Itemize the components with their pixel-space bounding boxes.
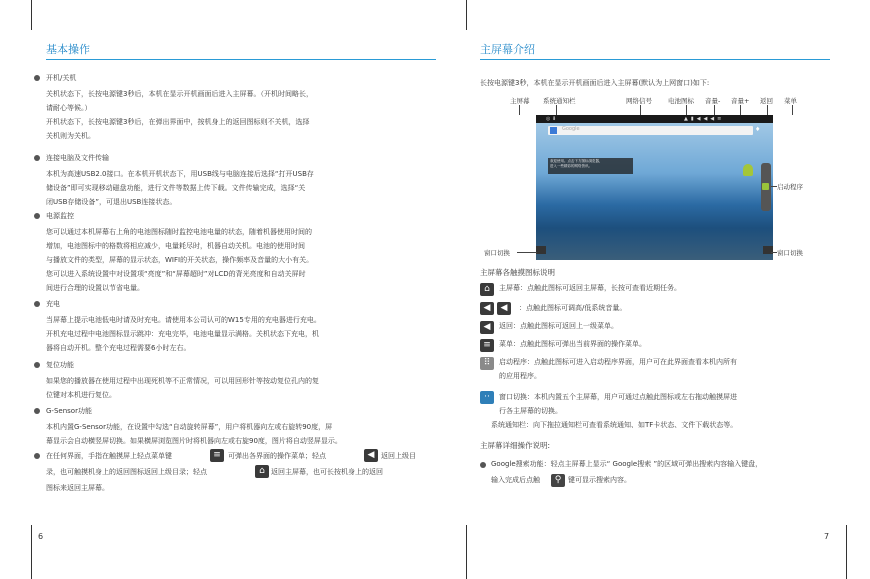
launcher-desc: 启动程序：点触此图标可进入启动程序界面，用户可在此界面查看本机内所有: [499, 358, 737, 366]
section-text: 本机内置G-Sensor功能，在设置中勾选“自动旋转屏幕”，用户将机器向左或右旋转90度，屏: [46, 423, 333, 431]
frame-line: [31, 525, 32, 579]
volume-up-icon: ◀: [497, 302, 511, 315]
section-text: 间进行合理的设置以节省电量。: [46, 284, 144, 292]
home-icon: ⌂: [480, 283, 494, 296]
home-screen-screenshot: [536, 115, 773, 260]
search-icon[interactable]: [550, 127, 557, 134]
section-text: 器将自动开机。整个充电过程需要6小时左右。: [46, 344, 191, 352]
search-input[interactable]: Google: [562, 126, 580, 132]
google-desc-2b: 键可显示搜索内容。: [568, 476, 631, 484]
back-icon: ◀: [480, 321, 494, 334]
section-text: 您可以通过本机屏幕右上角的电池图标随时监控电池电量的状态，随着机器使用时间的: [46, 228, 312, 236]
bullet-icon: [480, 462, 486, 468]
callout-vol-up: 音量+: [731, 97, 750, 105]
callout-vol-down: 音量-: [705, 97, 721, 105]
back-icon: ◀: [364, 449, 378, 462]
page-number: 6: [38, 532, 44, 541]
bullet-icon: [34, 408, 40, 414]
launcher-desc-2: 的应用程序。: [499, 372, 541, 380]
callout-home: 主屏幕: [510, 97, 530, 105]
bullet-icon: [34, 453, 40, 459]
tip-text: 在任何界面，手指在触摸屏上轻点菜单键: [46, 452, 172, 460]
widget-notice: 欢迎使用。点击下方图标浏览器， 进入一些精彩的网络资讯。: [550, 159, 603, 168]
tip-text: 返回主屏幕，也可长按机身上的返回: [271, 468, 383, 476]
volume-desc: ：点触此图标可调高/低系统音量。: [519, 304, 627, 312]
volume-down-icon: ◀: [480, 302, 494, 315]
status-bar: [536, 115, 773, 123]
back-desc: 返回：点触此图标可返回上一级菜单。: [499, 322, 618, 330]
menu-icon: ≡: [210, 449, 224, 462]
tip-text: 返回上级目: [381, 452, 416, 460]
section-text: 增加，电池图标中的格数将相应减少，电量耗尽时，机器自动关机。电池的使用时间: [46, 242, 305, 250]
google-desc: Google搜索功能：轻点主屏幕上显示“ Google搜索 ”的区域可弹出搜索内容输入键盘，: [491, 460, 763, 468]
page-title: 基本操作: [46, 43, 90, 56]
frame-line: [31, 0, 32, 30]
leader-line: [517, 252, 537, 253]
section-text: 位键对本机进行复位。: [46, 391, 116, 399]
leader-line: [686, 105, 687, 115]
callout-battery: 电池图标: [668, 97, 694, 105]
title-underline: [46, 59, 436, 60]
icons-section-title: 主屏幕各触摸图标说明: [480, 268, 555, 277]
menu-icon: ≡: [480, 339, 494, 352]
section-text: 如果您的播放器在使用过程中出现死机等不正常情况，可以用回形针等按动复位孔内的复: [46, 377, 319, 385]
launcher-icon[interactable]: [762, 183, 769, 190]
tip-text: 录，也可触摸机身上的返回图标返回上级目录；轻点: [46, 468, 207, 476]
section-text: 您可以进入系统设置中对设置项“亮度”和“屏幕超时”对LCD的背光亮度和自动关屏时: [46, 270, 306, 278]
intro-text: 长按电源键3秒，本机在显示开机画面后进入主屏幕(默认为上网窗口)如下:: [480, 79, 710, 87]
leader-line: [714, 105, 715, 115]
home-desc: 主屏幕：点触此图标可返回主屏幕，长按可查看近期任务。: [499, 284, 681, 292]
callout-menu: 菜单: [784, 97, 797, 105]
bullet-icon: [34, 362, 40, 368]
frame-line: [466, 0, 467, 30]
window-switch-left[interactable]: [536, 246, 546, 254]
leader-line: [519, 105, 520, 115]
bullet-icon: [34, 75, 40, 81]
tip-text: 图标来返回主屏幕。: [46, 484, 109, 492]
notification-icons[interactable]: ◎ ⬇: [546, 116, 557, 122]
launcher-icon: ⠿: [480, 357, 494, 370]
section-text: 开机状态下，长按电源键3秒后，在弹出界面中，按机身上的返回图标则不关机，选择: [46, 118, 310, 126]
section-text: 关机则为关机。: [46, 132, 95, 140]
section-text: 当屏幕上提示电池低电时请及时充电。请使用本公司认可的W15专用的充电器进行充电。: [46, 316, 321, 324]
section-text: 请耐心等候。）: [46, 104, 92, 112]
menu-desc: 菜单：点触此图标可弹出当前界面的操作菜单。: [499, 340, 646, 348]
tip-text: 可弹出各界面的操作菜单；轻点: [228, 452, 326, 460]
frame-line: [846, 525, 847, 579]
callout-back: 返回: [760, 97, 773, 105]
section-text: 与播放文件的类型，屏幕的显示状态，WIFI的开关状态，操作频率及音量的大小有关。: [46, 256, 314, 264]
label-window-switch-right: 窗口切换: [777, 249, 803, 257]
section-text: 储设备”即可实现移动磁盘功能，进行文件等数据上传下载。文件传输完成，选择“关: [46, 184, 306, 192]
section-heading: G-Sensor功能: [46, 407, 92, 415]
window-desc: 窗口切换：本机内置五个主屏幕，用户可通过点触此图标或左右拖动触摸屏进: [499, 393, 737, 401]
section-heading: 充电: [46, 300, 60, 308]
page-number: 7: [824, 532, 830, 541]
window-desc-2: 行各主屏幕的切换。: [499, 407, 562, 415]
section-heading: 复位功能: [46, 361, 74, 369]
home-icon: ⌂: [255, 465, 269, 478]
bullet-icon: [34, 155, 40, 161]
android-icon[interactable]: [743, 164, 753, 176]
detail-title: 主屏幕详细操作说明:: [480, 441, 551, 450]
title-underline: [480, 59, 830, 60]
search-key-icon: ⚲: [551, 474, 565, 487]
window-switch-icon: ··: [480, 391, 494, 404]
label-launcher: 启动程序: [777, 183, 803, 191]
status-icons[interactable]: ▲▮◀◀◀≡: [684, 116, 725, 122]
leader-line: [556, 105, 557, 115]
google-desc-2a: 输入完成后点触: [491, 476, 540, 484]
section-text: 关机状态下，长按电源键3秒后，本机在显示开机画面后进入主屏幕。（开机时间略长，: [46, 90, 313, 98]
page-title: 主屏幕介绍: [480, 43, 535, 56]
leader-line: [792, 105, 793, 115]
frame-line: [466, 525, 467, 579]
leader-line: [767, 105, 768, 115]
mic-icon[interactable]: ♦: [755, 126, 761, 133]
section-heading: 电源监控: [46, 212, 74, 220]
callout-signal: 网络信号: [626, 97, 652, 105]
section-text: 开机充电过程中电池图标显示跳冲：充电完毕，电池电量显示满格。关机状态下充电，机: [46, 330, 319, 338]
section-text: 本机为高速USB2.0接口。在本机开机状态下，用USB线与电脑连接后选择“打开USB存: [46, 170, 314, 178]
section-heading: 连接电脑及文件传输: [46, 154, 109, 162]
section-heading: 开机/关机: [46, 74, 77, 82]
label-window-switch-left: 窗口切换: [484, 249, 510, 257]
bullet-icon: [34, 213, 40, 219]
section-text: 幕显示会自动横竖屏切换。如果横屏浏览图片时将机器向左或右旋90度，图片将自动竖屏显示。: [46, 437, 342, 445]
bullet-icon: [34, 301, 40, 307]
leader-line: [740, 105, 741, 115]
leader-line: [640, 105, 641, 115]
notify-desc: 系统通知栏：向下拖拉通知栏可查看系统通知、如TF卡状态、文件下载状态等。: [491, 421, 738, 429]
callout-notify: 系统通知栏: [543, 97, 576, 105]
section-text: 闭USB存储设备”，可退出USB连接状态。: [46, 198, 177, 206]
